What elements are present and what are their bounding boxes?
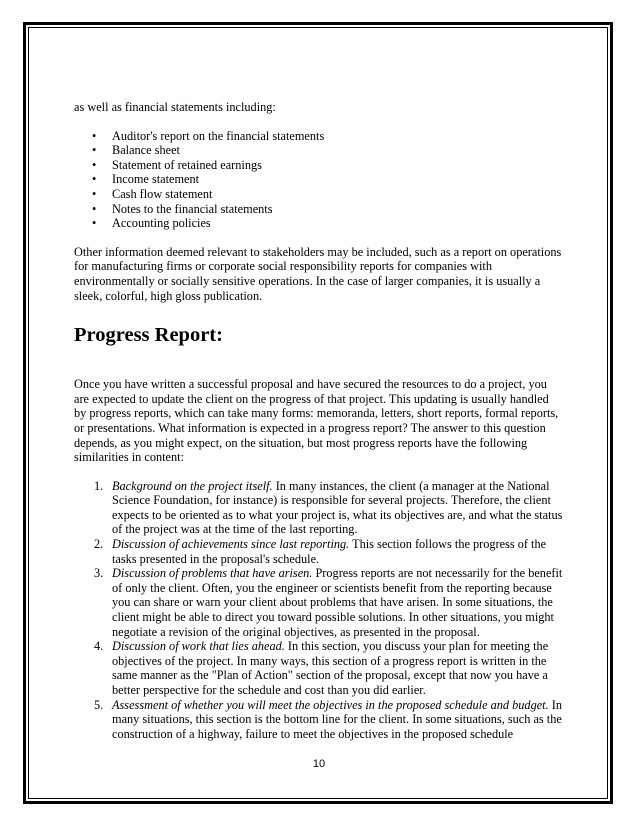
- list-item-text: Statement of retained earnings: [112, 157, 262, 172]
- item-lead: Discussion of achievements since last reporting.: [112, 537, 350, 552]
- list-item: [74, 172, 564, 187]
- section-heading: Progress Report:: [74, 324, 223, 347]
- list-item: [74, 187, 564, 202]
- item-text: In many situations, this section is the bottom line for the client. In some situations, such as the construction of a highway, failure to meet the objectives in the proposed schedule: [112, 697, 563, 741]
- item-number: 5.: [94, 697, 104, 712]
- bullet-icon: •: [92, 216, 97, 231]
- list-item-text: Auditor's report on the financial statements: [112, 128, 325, 143]
- progress-report-paragraph: Once you have written a successful proposal and have secured the resources to do a project, you are expected to update the client on the progress of that project. This updating is usually handled by progress reports, which can take many forms: memoranda, letters, short reports, formal reports, or presentations. What information is expected in a progress report? The answer to this question depends, as you might expect, on the situation, but most progress reports have the following similarities in content:: [74, 377, 559, 465]
- bullet-icon: •: [92, 157, 97, 172]
- item-lead: Assessment of whether you will meet the objectives in the proposed schedule and budget.: [112, 697, 549, 712]
- item-lead: Background on the project itself.: [112, 478, 273, 493]
- list-item-text: Balance sheet: [112, 143, 180, 158]
- item-number: 1.: [94, 478, 104, 493]
- intro-text: as well as financial statements including:: [74, 100, 276, 114]
- list-item: [74, 158, 564, 173]
- numbered-item: [74, 698, 564, 742]
- list-item: [74, 129, 564, 144]
- list-item-text: Accounting policies: [112, 216, 211, 231]
- item-text: In this section, you discuss your plan for meeting the objectives of the project. In many ways, this section of a progress report is written in the same manner as the "Plan of Action" section of the proposal, except that now you have a better perspective for the schedule and cost than you did earlier.: [112, 639, 549, 697]
- bullet-icon: •: [92, 186, 97, 201]
- bullet-icon: •: [92, 172, 97, 187]
- item-number: 2.: [94, 537, 104, 552]
- list-item: [74, 202, 564, 217]
- bullet-icon: •: [92, 128, 97, 143]
- financial-statements-list: [74, 129, 564, 231]
- content-similarities-list: [74, 479, 564, 742]
- numbered-item: [74, 537, 564, 566]
- item-number: 4.: [94, 639, 104, 654]
- numbered-item: [74, 479, 564, 537]
- item-number: 3.: [94, 566, 104, 581]
- item-text: In many instances, the client (a manager at the National Science Foundation, for instance) is responsible for several projects. Therefore, the client expects to be oriented as to what your project is, what its objectives are, and what the status of the project was at the time of the last reporting.: [112, 478, 563, 537]
- item-lead: Discussion of problems that have arisen.: [112, 566, 313, 581]
- list-item-text: Income statement: [112, 172, 200, 187]
- bullet-icon: •: [92, 143, 97, 158]
- item-text: This section follows the progress of the tasks presented in the proposal's schedule.: [112, 537, 547, 566]
- list-item: [74, 216, 564, 231]
- item-lead: Discussion of work that lies ahead.: [112, 639, 285, 654]
- list-item-text: Notes to the financial statements: [112, 201, 273, 216]
- numbered-item: [74, 639, 564, 697]
- numbered-item: [74, 566, 564, 639]
- page-number: 10: [312, 758, 326, 770]
- list-item: [74, 143, 564, 158]
- other-information-paragraph: Other information deemed relevant to stakeholders may be included, such as a report on operations for manufacturing firms or corporate social responsibility reports for companies with environmentally or socially sensitive operations. In the case of larger companies, it is usually a sleek, colorful, high gloss publication.: [74, 244, 562, 303]
- item-text: Progress reports are not necessarily for the benefit of only the client. Often, you the engineer or scientists benefit from the reporting because you can share or warn your client about problems that have arisen. In some situations, the client might be able to direct you toward possible solutions. In other situations, you might negotiate a revision of the original objectives, as presented in the proposal.: [112, 566, 563, 639]
- bullet-icon: •: [92, 201, 97, 216]
- document-body: [74, 94, 564, 741]
- list-item-text: Cash flow statement: [112, 186, 213, 201]
